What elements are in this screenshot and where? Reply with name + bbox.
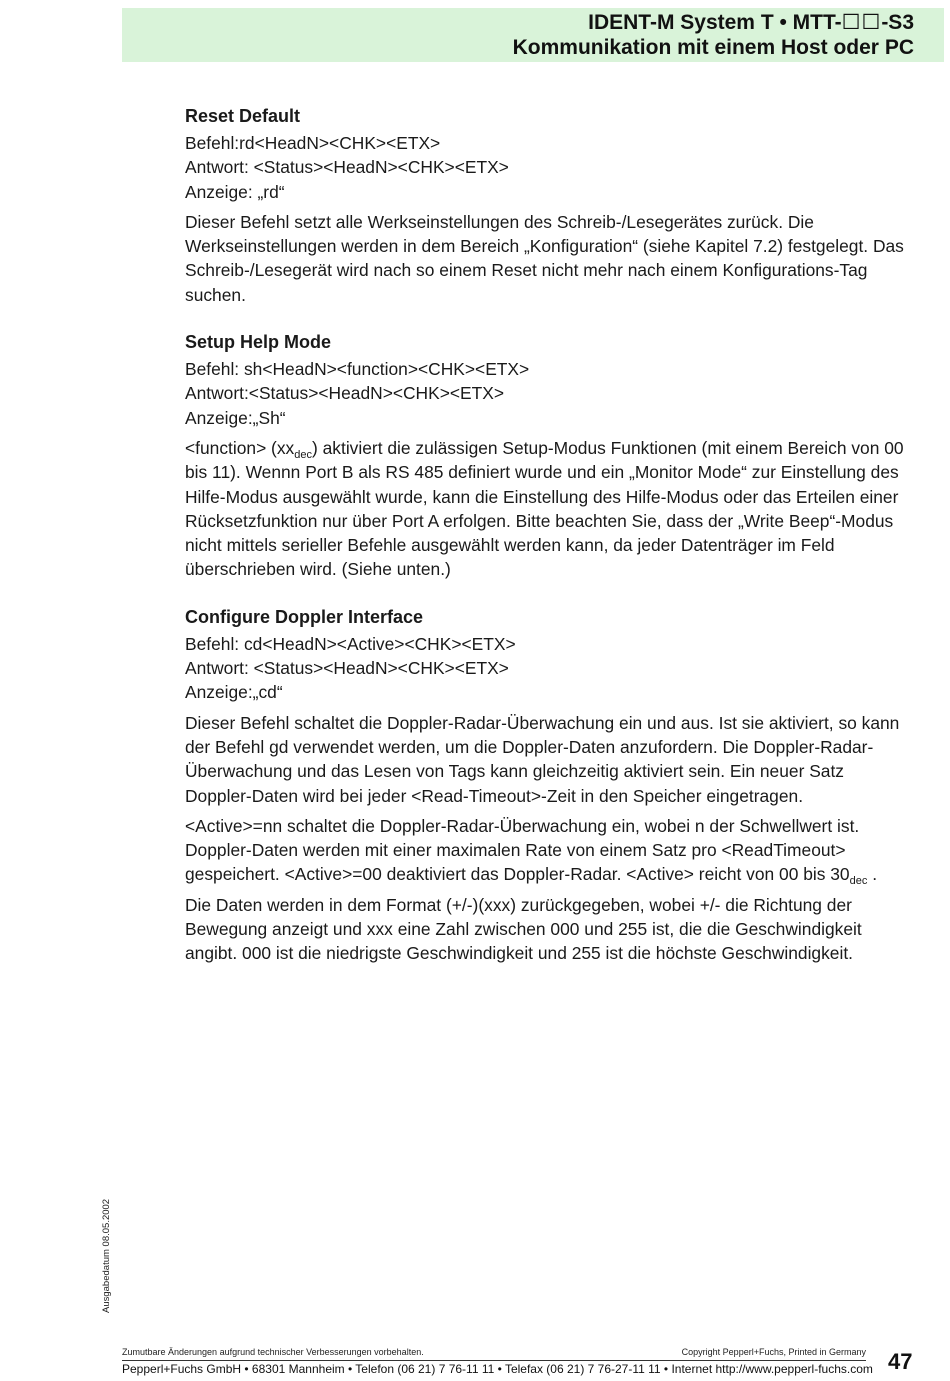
header-title-line2: Kommunikation mit einem Host oder PC: [512, 36, 914, 59]
antwort-line: Antwort: <Status><HeadN><CHK><ETX>: [185, 658, 509, 679]
description-paragraph: Dieser Befehl schaltet die Doppler-Radar-Überwachung ein und aus. Ist sie aktiviert, so kann der Befehl gd verwendet werden, um die Doppler-Daten anzufordern. Die Doppler-Radar-Überwachung und das Lesen von Tags kann gleichzeitig aktiviert sein. Ein neuer Satz Doppler-Daten wird bei jeder <Read-Timeout>-Zeit in den Speicher eingetragen.: [185, 712, 900, 806]
subscript-dec: dec: [849, 875, 868, 888]
section-reset-default: [185, 104, 915, 307]
description-paragraph: <Active>=nn schaltet die Doppler-Radar-Überwachung ein, wobei n der Schwellwert ist. Doppler-Daten werden mit einer maximalen Rate von einem Satz pro <ReadTimeout> gespeichert. <Active>=00 deaktiviert das Doppler-Radar. <Active> reicht von 00 bis $30_{dec}$ .: [185, 815, 878, 888]
antwort-line: Antwort:<Status><HeadN><CHK><ETX>: [185, 383, 505, 404]
antwort-line: Antwort: <Status><HeadN><CHK><ETX>: [185, 157, 509, 178]
befehl-line: Befehl: cd<HeadN><Active><CHK><ETX>: [185, 633, 516, 654]
footer-top-line: [122, 1346, 866, 1358]
anzeige-line: Anzeige:„cd“: [185, 682, 283, 703]
description-paragraph: Dieser Befehl setzt alle Werkseinstellungen des Schreib-/Lesegerätes zurück. Die Werkseinstellungen werden in dem Bereich „Konfiguration“ (siehe Kapitel 7.2) festgelegt. Das Schreib-/Lesegerät wird nach so einem Reset nicht mehr nach einem Konfigurations-Tag suchen.: [185, 211, 904, 305]
page-number: 47: [888, 1349, 913, 1374]
anzeige-line: Anzeige: „rd“: [185, 181, 285, 202]
footer-disclaimer: Zumutbare Änderungen aufgrund technischer Verbesserungen vorbehalten.: [122, 1347, 424, 1357]
description-paragraph: Die Daten werden in dem Format (+/-)(xxx) zurückgegeben, wobei +/- die Richtung der Bewegung anzeigt und xxx eine Zahl zwischen 000 und 255 ist, die die Geschwindigkeit angibt. 000 ist die niedrigste Geschwindigkeit und 255 ist die höchste Geschwindigkeit.: [185, 894, 862, 964]
description-paragraph: <function> $(xx_{dec})$ aktiviert die zulässigen Setup-Modus Funktionen (mit einem Bereich von 00 bis 11). Wennn Port B als RS 485 definiert wurde und ein „Monitor Mode“ zur Einstellung des Hilfe-Modus ausgewählt wurde, kann die Einstellung des Hilfe-Modus oder das Erteilen einer Rücksetzfunktion nur über Port A erfolgen. Bitte beachten Sie, dass der „Write Beep“-Modus nicht mittels serieller Befehle ausgewählt werden kann, da jeder Datenträger im Feld überschrieben wird. (Siehe unten.): [185, 437, 904, 580]
section-title: Setup Help Mode: [185, 332, 332, 353]
section-title: Reset Default: [185, 106, 301, 126]
footer-copyright: Copyright Pepperl+Fuchs, Printed in Germany: [681, 1347, 866, 1357]
section-title: Configure Doppler Interface: [185, 606, 424, 627]
befehl-line: Befehl: sh<HeadN><function><CHK><ETX>: [185, 359, 530, 380]
section-setup-help-mode: [185, 330, 915, 582]
page-header: [122, 8, 944, 62]
footer-divider: [122, 1360, 866, 1361]
befehl-line: Befehl:rd<HeadN><CHK><ETX>: [185, 133, 441, 153]
section-configure-doppler-interface: [185, 605, 915, 966]
footer-address: Pepperl+Fuchs GmbH • 68301 Mannheim • Telefon (06 21) 7 76-11 11 • Telefax (06 21) 7 76-27-11 11 • Internet http://www.pepperl-fuchs.com: [122, 1362, 873, 1376]
anzeige-line: Anzeige:„Sh“: [185, 407, 286, 428]
main-content: [185, 104, 915, 989]
subscript-dec: dec: [294, 448, 312, 461]
issue-date-vertical: Ausgabedatum 08.05.2002: [101, 1198, 112, 1313]
header-title-line1: IDENT-M System T • MTT-☐☐-S3: [588, 11, 914, 34]
placeholder-boxes: ☐☐: [841, 11, 882, 34]
